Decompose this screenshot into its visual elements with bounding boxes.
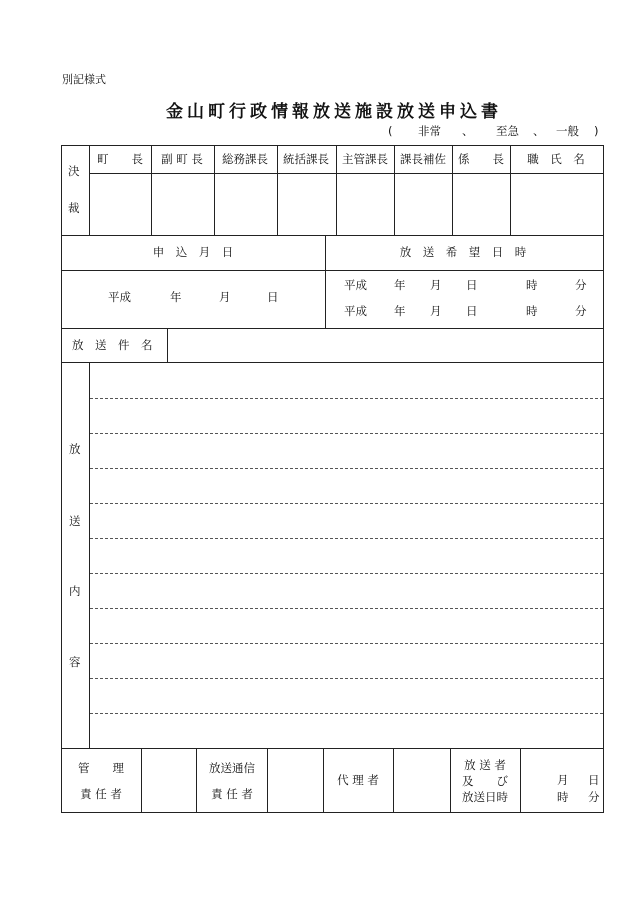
subject-divider [167,328,168,363]
approval-col-deputy-mayor: 副 町 長 [161,152,203,166]
stamp-box-general-affairs-chief[interactable] [215,174,277,235]
broadcast-datetime-2-month: 月 [430,304,442,318]
broadcast-datetime-2-minute: 分 [575,304,587,318]
stamp-box-supervising-chief[interactable] [278,174,336,235]
date-header-line [61,270,604,271]
footer-month: 月 [557,773,569,787]
broadcaster-label-3: 放送日時 [462,790,508,804]
request-date-day: 日 [267,290,279,304]
broadcaster-label-2: 及 び [462,774,508,788]
request-date-era: 平成 [108,290,131,304]
priority-open: ( [388,124,393,138]
approval-col-mayor: 町 長 [97,152,143,166]
stamp-box-staff-name[interactable] [511,174,603,235]
approval-label-1: 決 [68,164,80,178]
footer-divider-4 [323,748,324,813]
priority-option-urgent[interactable]: 至急 [496,124,519,138]
stamp-box-section-head[interactable] [453,174,510,235]
agent-label: 代 理 者 [337,773,379,787]
request-date-year: 年 [170,290,182,304]
priority-sep-2: 、 [533,124,545,138]
stamp-box-managing-chief[interactable] [337,174,394,235]
broadcast-datetime-1-hour: 時 [526,278,538,292]
approval-col-managing-chief: 主管課長 [342,152,388,166]
broadcast-datetime-2-day: 日 [466,304,478,318]
request-date-header: 申 込 月 日 [152,245,234,259]
form-label: 別記様式 [62,73,106,86]
border-top [61,145,604,146]
footer-divider-7 [520,748,521,813]
broadcast-datetime-1-era: 平成 [344,278,367,292]
priority-sep-1: 、 [462,124,474,138]
approval-bottom-line [61,235,604,236]
priority-close: ) [594,124,599,138]
comm-manager-label-1: 放送通信 [209,761,255,775]
priority-option-emergency[interactable]: 非常 [418,124,441,138]
subject-label: 放 送 件 名 [72,338,153,352]
approval-col-staff-name: 職 氏 名 [527,152,585,166]
comm-manager-stamp-box[interactable] [268,749,323,812]
broadcast-datetime-1-year: 年 [394,278,406,292]
date-divider [325,235,326,329]
broadcast-datetime-2-hour: 時 [526,304,538,318]
broadcast-datetime-header: 放 送 希 望 日 時 [399,245,527,259]
manager-stamp-box[interactable] [142,749,196,812]
form-title: 金山町行政情報放送施設放送申込書 [166,102,502,122]
border-left [61,145,62,813]
broadcast-datetime-1-day: 日 [466,278,478,292]
content-textarea[interactable] [90,363,603,748]
content-label-2: 送 [69,514,81,528]
request-date-month: 月 [219,290,231,304]
agent-stamp-box[interactable] [394,749,450,812]
approval-col-general-affairs-chief: 総務課長 [222,152,268,166]
content-label-3: 内 [69,584,81,598]
border-right [603,145,604,813]
footer-day: 日 [588,773,600,787]
stamp-box-deputy-chief[interactable] [395,174,452,235]
date-bottom-line [61,328,604,329]
broadcast-datetime-1-month: 月 [430,278,442,292]
stamp-box-mayor[interactable] [90,174,151,235]
content-label-1: 放 [69,442,81,456]
broadcaster-label-1: 放 送 者 [464,758,506,772]
footer-divider-6 [450,748,451,813]
stamp-box-deputy-mayor[interactable] [152,174,214,235]
comm-manager-label-2: 責 任 者 [211,787,253,801]
priority-option-general[interactable]: 一般 [556,124,579,138]
manager-label-1: 管 理 [78,761,124,775]
broadcast-datetime-1-minute: 分 [575,278,587,292]
broadcast-datetime-2-year: 年 [394,304,406,318]
broadcast-datetime-2-era: 平成 [344,304,367,318]
footer-hour: 時 [557,790,569,804]
approval-label-2: 裁 [68,201,80,215]
approval-col-section-head: 係 長 [458,152,504,166]
footer-divider-2 [196,748,197,813]
footer-minute: 分 [588,790,600,804]
approval-col-deputy-chief: 課長補佐 [400,152,446,166]
border-bottom [61,812,604,813]
content-label-4: 容 [69,655,81,669]
manager-label-2: 責 任 者 [80,787,122,801]
approval-col-supervising-chief: 統括課長 [283,152,329,166]
